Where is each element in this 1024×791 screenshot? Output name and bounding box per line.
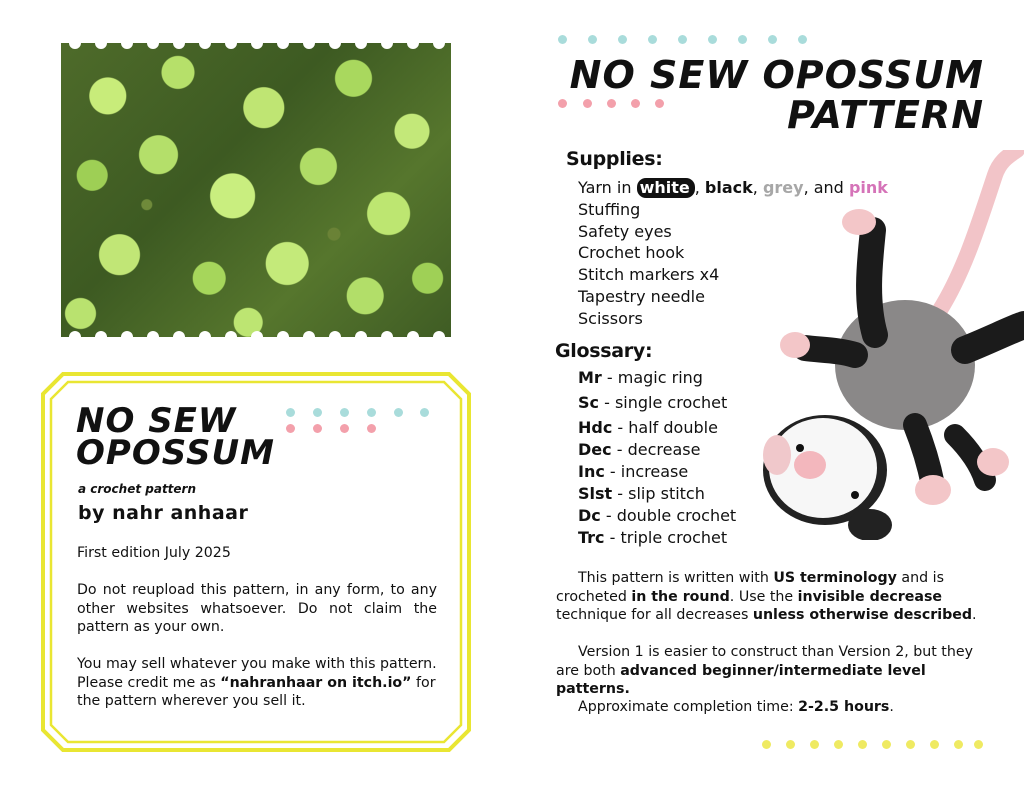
supplies-item: Scissors [578, 308, 643, 328]
glossary-item: Dec - decrease [578, 440, 701, 459]
stamp-edge-tooth [225, 43, 237, 49]
stamp-edge-tooth [329, 43, 341, 49]
paragraph-terminology: This pattern is written with US terminology and is crocheted in the round. Use the invisible decrease technique for all decreases unless otherwise described. [556, 570, 977, 623]
supplies-item: Stuffing [578, 199, 641, 219]
stamp-edge-tooth [251, 331, 263, 337]
stamp-edge-tooth [69, 331, 81, 337]
opossum-photo [755, 150, 1024, 540]
cover-subtitle: a crochet pattern [78, 482, 197, 496]
glossary-list [578, 367, 736, 549]
succulent-photo [61, 43, 451, 337]
stamp-edge-tooth [381, 43, 393, 49]
glossary-heading: Glossary: [555, 340, 653, 362]
stamp-edge-tooth [303, 43, 315, 49]
stamp-edge-tooth [329, 331, 341, 337]
stamp-edge-tooth [407, 43, 419, 49]
credit-text: “nahranhaar on itch.io” [220, 674, 412, 691]
stamp-edge-tooth [433, 43, 445, 49]
yarn-white-chip: white [637, 178, 695, 198]
stamp-edge-tooth [121, 331, 133, 337]
stamp-edge-tooth [251, 43, 263, 49]
stamp-edge-tooth [225, 331, 237, 337]
stamp-edge-tooth [407, 331, 419, 337]
glossary-item: Trc - triple crochet [578, 528, 728, 547]
stamp-edge-tooth [355, 43, 367, 49]
stamp-edge-tooth [95, 43, 107, 49]
supplies-item: Crochet hook [578, 243, 685, 263]
page-title-line1: NO SEW OPOSSUM [569, 53, 984, 97]
stamp-edge-tooth [381, 331, 393, 337]
stamp-edge-tooth [303, 331, 315, 337]
stamp-edge-tooth [199, 331, 211, 337]
stamp-edge-tooth [95, 331, 107, 337]
cover-title [76, 401, 275, 474]
stamp-edge-tooth [277, 331, 289, 337]
supplies-heading: Supplies: [566, 148, 663, 170]
supplies-yarn: Yarn in white , black, grey, and pink [578, 178, 888, 197]
stamp-edge-tooth [173, 43, 185, 49]
supplies-item: Safety eyes [578, 221, 672, 241]
glossary-item: Dc - double crochet [578, 506, 737, 525]
glossary-item: Sc - single crochet [578, 393, 728, 412]
edition-text: First edition July 2025 [77, 545, 231, 561]
stamp-edge-tooth [121, 43, 133, 49]
glossary-item: Mr - magic ring [578, 368, 703, 387]
glossary-item: Inc - increase [578, 462, 689, 481]
paragraph-versions: Version 1 is easier to construct than Version 2, but they are both advanced beginner/intermediate level patterns. [556, 644, 973, 697]
cover-title-line2: OPOSSUM [76, 433, 275, 474]
stamp-edge-tooth [147, 331, 159, 337]
stamp-edge-tooth [199, 43, 211, 49]
stamp-edge-tooth [173, 331, 185, 337]
stamp-edge-tooth [147, 43, 159, 49]
stamp-edge-tooth [355, 331, 367, 337]
paragraph-time: Approximate completion time: 2-2.5 hours. [578, 699, 894, 715]
stamp-edge-tooth [69, 43, 81, 49]
stamp-edge-tooth [433, 331, 445, 337]
glossary-item: Slst - slip stitch [578, 484, 705, 503]
supplies-item: Stitch markers x4 [578, 265, 720, 285]
notice-text: Do not reupload this pattern, in any form, to any other websites whatsoever. Do not claim the pattern as your own. [77, 582, 437, 635]
glossary-item: Hdc - half double [578, 418, 718, 437]
sell-text: You may sell whatever you make with this pattern. Please credit me as “nahranhaar on itch.io” for the pattern wherever you sell it. [77, 656, 437, 709]
cover-byline: by nahr anhaar [78, 502, 249, 524]
page-title [570, 55, 984, 135]
page-title-line2: PATTERN [787, 93, 984, 137]
stamp-edge-tooth [277, 43, 289, 49]
cover-title-line1: NO SEW [76, 401, 237, 441]
supplies-item: Tapestry needle [578, 286, 705, 306]
